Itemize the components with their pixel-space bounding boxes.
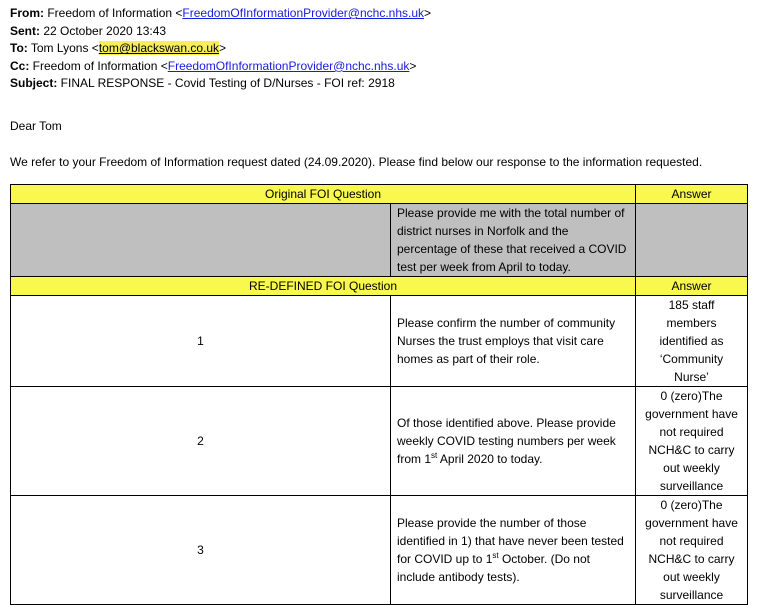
sent-label: Sent:	[10, 23, 40, 38]
email-header	[10, 5, 758, 93]
subject-line	[10, 75, 758, 93]
cc-label: Cc:	[10, 58, 30, 73]
to-name: Tom Lyons <	[27, 41, 99, 56]
intro-paragraph: We refer to your Freedom of Information request dated (24.09.2020). Please find below our response to the information requested.	[10, 154, 703, 169]
original-blank-cell	[11, 203, 391, 276]
answer-text: 0 (zero)The government have not required NCH&C to carry out weekly surveillance	[636, 495, 748, 604]
original-question-cell: Please provide me with the total number of district nurses in Norfolk and the percentage of these that received a COVID test per week from April to today.	[391, 203, 636, 276]
question-text-part1: Of those identified above. Please provide weekly COVID testing numbers per week from 1	[397, 415, 616, 466]
question-text-part1: Please confirm the number of community Nurses the trust employs that visit care homes as part of their role.	[397, 315, 616, 366]
question-superscript: st	[492, 550, 499, 560]
original-header-row	[11, 184, 748, 203]
sent-line	[10, 23, 758, 41]
answer-text: 185 staff members identified as ‘Community Nurse’	[636, 295, 748, 386]
question-text-part1: Please provide the number of those identified in 1) that have never been tested for COVID up to 1	[397, 515, 624, 566]
from-label: From:	[10, 6, 44, 20]
question-row-3	[11, 495, 748, 604]
original-question-row	[11, 203, 748, 276]
subject-value: FINAL RESPONSE - Covid Testing of D/Nurses - FOI ref: 2918	[57, 76, 395, 91]
to-label: To:	[10, 41, 28, 56]
to-line	[10, 40, 758, 58]
redefined-question-header: RE-DEFINED FOI Question	[11, 276, 636, 295]
redefined-header-row	[11, 276, 748, 295]
question-row-2	[11, 386, 748, 495]
question-text	[391, 386, 636, 495]
question-text-part2: April 2020 to today.	[437, 451, 543, 466]
answer-text: 0 (zero)The government have not required NCH&C to carry out weekly surveillance	[636, 386, 748, 495]
from-name: Freedom of Information <	[44, 6, 183, 20]
question-number: 2	[11, 386, 391, 495]
question-number: 1	[11, 295, 391, 386]
foi-table	[10, 184, 748, 605]
original-question-header: Original FOI Question	[11, 184, 636, 203]
question-text	[391, 295, 636, 386]
cc-line	[10, 58, 758, 76]
cc-name: Freedom of Information <	[29, 58, 168, 73]
from-close-bracket: >	[424, 6, 432, 20]
sent-value: 22 October 2020 13:43	[40, 23, 167, 38]
greeting: Dear Tom	[10, 118, 62, 133]
question-number: 3	[11, 495, 391, 604]
question-superscript: st	[431, 450, 438, 460]
subject-label: Subject:	[10, 76, 58, 91]
redefined-answer-header: Answer	[636, 276, 748, 295]
to-email-link[interactable]: tom@blackswan.co.uk	[98, 41, 220, 56]
question-text-part2: October. (Do not include antibody tests).	[397, 551, 590, 584]
from-line	[10, 5, 758, 23]
cc-email-link[interactable]: FreedomOfInformationProvider@nchc.nhs.uk	[167, 58, 410, 73]
original-answer-header: Answer	[636, 184, 748, 203]
to-close-bracket: >	[219, 41, 227, 56]
original-answer-blank-cell	[636, 203, 748, 276]
cc-close-bracket: >	[409, 58, 417, 73]
from-email-link[interactable]: FreedomOfInformationProvider@nchc.nhs.uk	[182, 6, 425, 20]
question-row-1	[11, 295, 748, 386]
question-text	[391, 495, 636, 604]
